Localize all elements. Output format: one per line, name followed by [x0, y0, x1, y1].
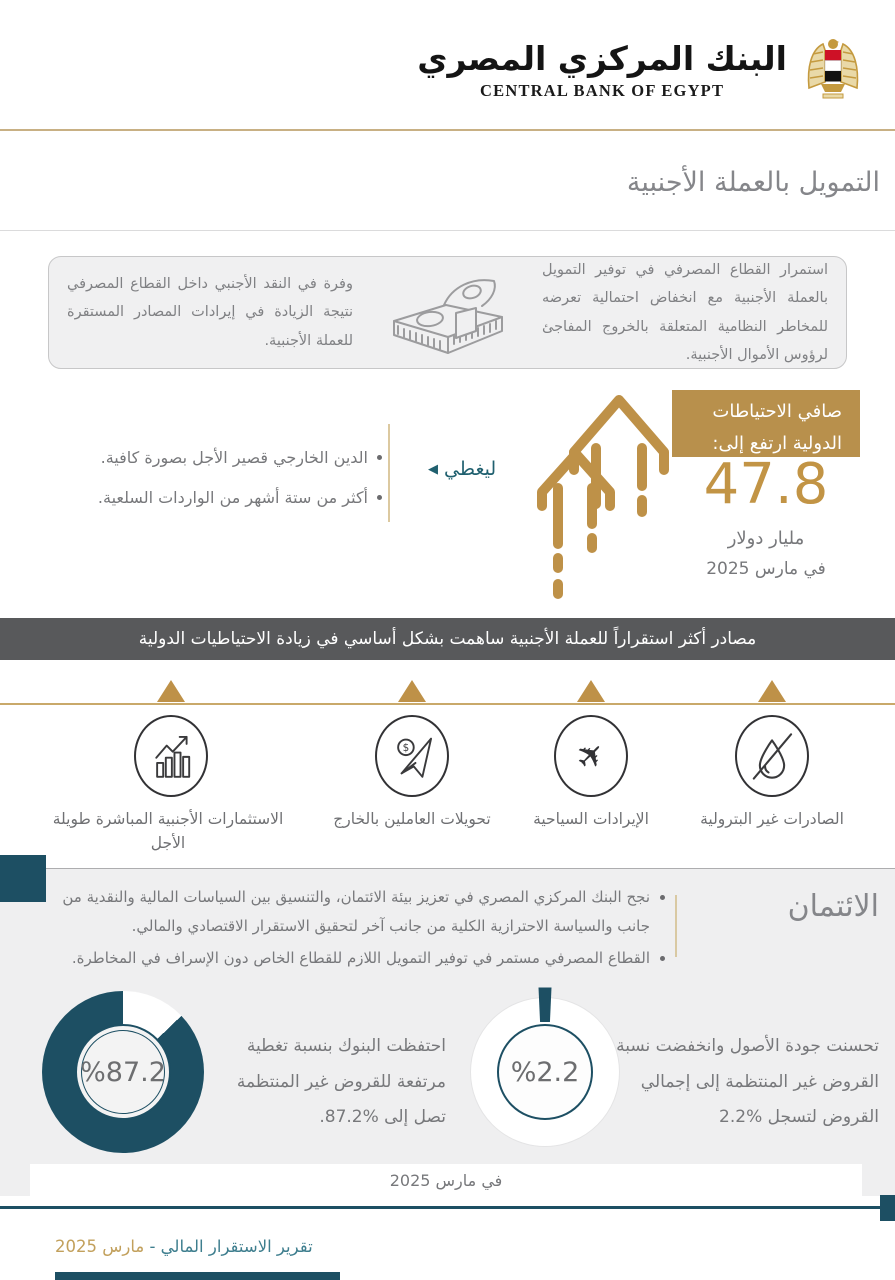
- sources-divider-gold: [0, 703, 895, 705]
- covers-divider-line: [388, 424, 390, 522]
- reserves-date: في مارس 2025: [706, 559, 826, 579]
- credit-bullet-text: نجح البنك المركزي المصري في تعزيز بيئة الائتمان، والتنسيق بين السياسات المالية والنقدية من جانب والسياسة الاحترازية الكلية من جانب آخر لتحقيق الاستقرار الاقتصادي والمالي.: [62, 888, 650, 935]
- bullet-dot-icon: [377, 495, 382, 500]
- covers-label: [428, 458, 532, 480]
- page-title: التمويل بالعملة الأجنبية: [626, 167, 880, 198]
- coverage-value: %87.2: [80, 1056, 166, 1088]
- bullet-dot-icon: [377, 455, 382, 460]
- coverage-description: احتفظت البنوك بنسبة تغطية مرتفعة للقروض غير المنتظمة تصل إلى %87.2.: [236, 1036, 446, 1128]
- source-label: الإيرادات السياحية: [533, 810, 649, 828]
- double-up-arrows-icon: [528, 372, 676, 614]
- covers-list: [58, 437, 382, 517]
- sources-banner: مصادر أكثر استقراراً للعملة الأجنبية ساهمت بشكل أساسي في زيادة الاحتياطيات الدولية: [0, 618, 895, 660]
- reserves-label-line1: صافي الاحتياطات: [712, 401, 842, 422]
- cbe-eagle-emblem-icon: [801, 34, 865, 108]
- cbe-header: [417, 34, 865, 108]
- left-triangle-icon: ◀: [428, 462, 438, 477]
- footer-report-line: [55, 1237, 313, 1256]
- airplane-glyph: ✈: [566, 731, 616, 781]
- credit-bullet-text: القطاع المصرفي مستمر في توفير التمويل اللازم للقطاع الخاص دون الإسراف في المخاطرة.: [71, 949, 650, 967]
- source-label: الاستثمارات الأجنبية المباشرة طويلة الأجل: [52, 810, 284, 853]
- section-tab-marker: [0, 855, 46, 902]
- pointer-triangle-icon: [577, 680, 605, 702]
- cbe-name-english: CENTRAL BANK OF EGYPT: [480, 80, 725, 100]
- source-label: تحويلات العاملين بالخارج: [333, 810, 491, 828]
- credit-section-title: الائتمان: [787, 889, 879, 924]
- footer-report-date: مارس 2025: [55, 1237, 145, 1256]
- intro-left-text: وفرة في النقد الأجنبي داخل القطاع المصرفي نتيجة الزيادة في إيرادات المصادر المستقرة للعملة الأجنبية.: [67, 276, 353, 349]
- coverage-donut-center: [75, 1024, 171, 1120]
- covers-label-text: ليغطي: [444, 458, 497, 480]
- credit-date-bar: في مارس 2025: [30, 1164, 862, 1196]
- footer-report-title: تقرير الاستقرار المالي -: [149, 1237, 313, 1256]
- credit-divider-line: [675, 895, 677, 957]
- intro-right-text: استمرار القطاع المصرفي في توفير التمويل بالعملة الأجنبية مع انخفاض احتمالية تعرضه للمخاطر النظامية المتعلقة بالخروج المفاجئ لرؤوس الأموال الأجنبية.: [542, 261, 828, 363]
- footer-divider-teal: [0, 1206, 895, 1209]
- list-item: [58, 437, 382, 477]
- pointer-triangle-icon: [398, 680, 426, 702]
- oil-drop-crossed-icon: [735, 715, 809, 797]
- pointer-triangle-icon: [758, 680, 786, 702]
- cbe-name-arabic: البنك المركزي المصري: [417, 39, 787, 79]
- cover-item-text: أكثر من ستة أشهر من الواردات السلعية.: [97, 487, 368, 507]
- reserves-value: 47.8: [703, 452, 829, 517]
- footer-accent-bar: [55, 1272, 340, 1280]
- list-item: [53, 944, 665, 973]
- pointer-triangle-icon: [157, 680, 185, 702]
- bullet-dot-icon: [660, 895, 665, 900]
- reserves-label-box: [672, 390, 860, 457]
- credit-section: [0, 868, 895, 1196]
- cover-item-text: الدين الخارجي قصير الأجل بصورة كافية.: [100, 447, 368, 467]
- svg-text:$: $: [402, 742, 410, 755]
- npl-donut-chart: [470, 997, 620, 1147]
- source-label: الصادرات غير البترولية: [700, 810, 844, 828]
- credit-bullets: [53, 883, 665, 977]
- npl-slice-tick: [539, 986, 552, 1022]
- airplane-icon: [554, 715, 628, 797]
- footer-tab-marker: [880, 1195, 895, 1221]
- cbe-logo-text: [417, 41, 787, 100]
- list-item: [58, 477, 382, 517]
- reserves-label-line2: الدولية ارتفع إلى:: [712, 432, 842, 454]
- npl-donut-center: [497, 1024, 593, 1120]
- remittances-paper-plane-icon: [375, 715, 449, 797]
- reserves-unit: مليار دولار: [727, 528, 805, 549]
- header-divider-gold: [0, 129, 895, 131]
- list-item: [53, 883, 665, 940]
- bullet-dot-icon: [660, 956, 665, 961]
- title-divider: [0, 230, 895, 231]
- npl-description: تحسنت جودة الأصول وانخفضت نسبة القروض غير المنتظمة إلى إجمالي القروض لتسجل %2.2: [616, 1036, 879, 1128]
- npl-value: %2.2: [510, 1056, 580, 1088]
- coverage-donut-chart: [42, 991, 204, 1153]
- coverage-inner-ring: [81, 1030, 165, 1114]
- intro-box: [48, 256, 847, 369]
- growth-chart-icon: [134, 715, 208, 797]
- banknotes-stack-icon: [353, 263, 542, 363]
